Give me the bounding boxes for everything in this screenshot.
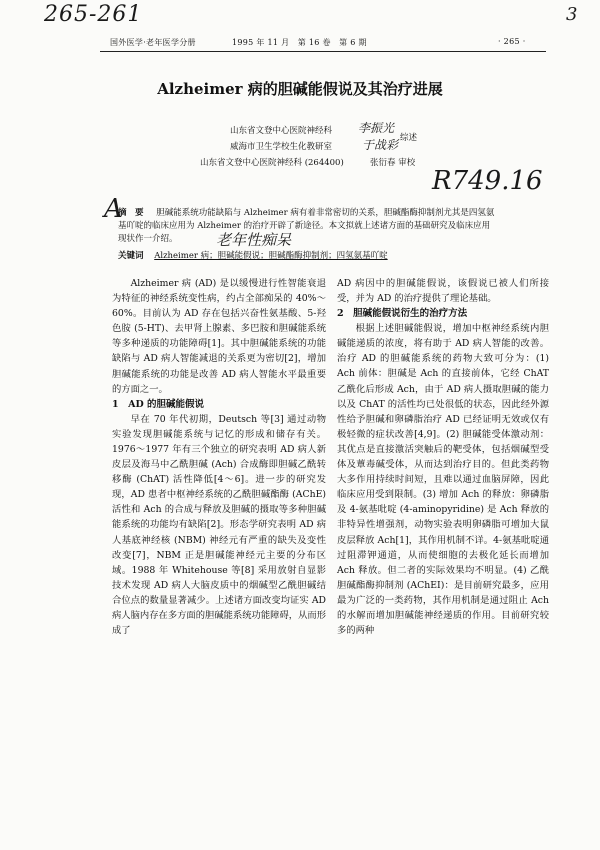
section-heading-2: 2 胆碱能假说衍生的治疗方法 (337, 308, 468, 320)
issue-info: 1995 年 11 月 第 16 卷 第 6 期 (232, 38, 367, 47)
right-column (337, 276, 549, 638)
header-rule (100, 51, 546, 52)
affiliation-2: 威海市卫生学校生化教研室 (230, 142, 333, 152)
abstract-label: 摘 要 (118, 208, 144, 218)
affiliation-3: 山东省文登中心医院神经科 (264400) (200, 158, 344, 168)
article-title: Alzheimer 病的胆碱能假说及其治疗进展 (157, 80, 443, 98)
section-heading-1: 1 AD 的胆碱能假说 (112, 398, 205, 410)
abstract-block (118, 207, 498, 246)
reviewer: 张衍春 审校 (370, 158, 416, 168)
journal-name: 国外医学·老年医学分册 (110, 38, 196, 47)
left-paragraph-1: Alzheimer 病 (AD) 是以缓慢进行性智能衰退为特征的神经系统变性病，约占全部痴呆的 40%～60%。目前认为 AD 存在包括兴奋性氨基酸、5-羟色胺 (5-HT)、去甲肾上腺素、多巴胺和胆碱能系统等多种递质的功能障碍[1]。其中胆碱能系统的功能缺陷与 AD 病人智能减退的关系更为密切[2]，增加胆碱能系统的功能是改善 AD 病人智能水平最重要的方面之一。 (112, 278, 326, 395)
handwritten-ref-mark: A (104, 194, 123, 224)
handwritten-signature: 老年性痴呆 (216, 231, 292, 249)
affiliation-1: 山东省文登中心医院神经科 (230, 126, 333, 136)
handwritten-page-range: 265-261 (44, 2, 143, 27)
author-1: 李振光 (358, 121, 395, 135)
keywords-label: 关键词 (118, 251, 144, 261)
abstract-text: 胆碱能系统功能缺陷与 Alzheimer 病有着非常密切的关系，胆碱酯酶抑制剂尤其是四氢氨基吖啶的临床应用为 Alzheimer 的治疗开辟了新途径。本文拟就上述诸方面的基础研究及临床应用现状作一介绍。 (118, 208, 495, 244)
right-paragraph-1: AD 病因中的胆碱能假说，该假说已被人们所接受，并为 AD 的治疗提供了理论基础。 (337, 278, 549, 305)
page-number: · 265 · (498, 37, 526, 46)
handwritten-corner-mark: 3 (566, 4, 578, 25)
left-paragraph-2: 早在 70 年代初期，Deutsch 等[3] 通过动物实验发现胆碱能系统与记忆的形成和储存有关。1976～1977 年有三个独立的研究表明 AD 病人新皮层及海马中乙酰胆碱 (Ach) 合成酶即胆碱乙酰转移酶 (ChAT) 活性降低[4～6]。进一步的研究发现，AD 患者中枢神经系统的乙酰胆碱酯酶 (AChE) 活性和 Ach 的合成与释放及胆碱的摄取等多种胆碱能系统的功能均有缺陷[2]。形态学研究表明 AD 病人基底神经核 (NBM) 神经元有严重的缺失及变性改变[7]，NBM 正是胆碱能神经元主要的分布区域。1988 年 Whitehouse 等[8] 采用放射自显影技术发现 AD 病人大脑皮质中的烟碱型乙酰胆碱结合位点的数量显著减少。上述诸方面改变均证实 AD 病人脑内存在多方面的胆碱能系统功能障碍，从而形成了 (112, 413, 326, 637)
right-paragraph-2: 根据上述胆碱能假说，增加中枢神经系统内胆碱能递质的浓度，将有助于 AD 病人智能的改善。治疗 AD 的胆碱能系统的药物大致可分为：(1) Ach 前体：胆碱是 Ach 的直接前体，它经 ChAT 乙酰化后形成 Ach，由于 AD 病人摄取胆碱的能力以及 ChAT 的活性均已处很低的状态，因此经外源性给予胆碱和卵磷脂治疗 AD 已经证明无效或仅有极轻微的症状改善[4,9]。(2) 胆碱能受体激动剂：其优点是直接激活突触后的靶受体，包括烟碱型受体及蕈毒碱受体，从而达到治疗目的。但此类药物大多作用持续时间短，且难以通过血脑屏障，因此临床应用受到限制。(3) 增加 Ach 的释放：卵磷脂及 4-氨基吡啶 (4-aminopyridine) 是 Ach 释放的非特异性增强剂，动物实验表明卵磷脂可增加大鼠皮层释放 Ach[1]，其作用机制不详。4-氨基吡啶通过阻滞钾通道，从而使细胞的去极化延长而增加 Ach 释放。但二者的实际效果均不明显。(4) 乙酰胆碱酯酶抑制剂 (AChEI)：是目前研究最多，应用最为广泛的一类药物，其作用机制是通过阻止 Ach 的水解而增加胆碱能神经递质的作用。目前研究较多的两种 (337, 323, 549, 637)
author-2: 于战彩 (362, 138, 399, 152)
keywords-text: Alzheimer 病；胆碱能假说；胆碱酯酶抑制剂；四氢氨基吖啶 (154, 251, 388, 261)
keywords-line (118, 250, 518, 263)
left-column (112, 276, 326, 638)
handwritten-call-number: R749.16 (432, 166, 543, 196)
author-role: 综述 (400, 133, 418, 143)
